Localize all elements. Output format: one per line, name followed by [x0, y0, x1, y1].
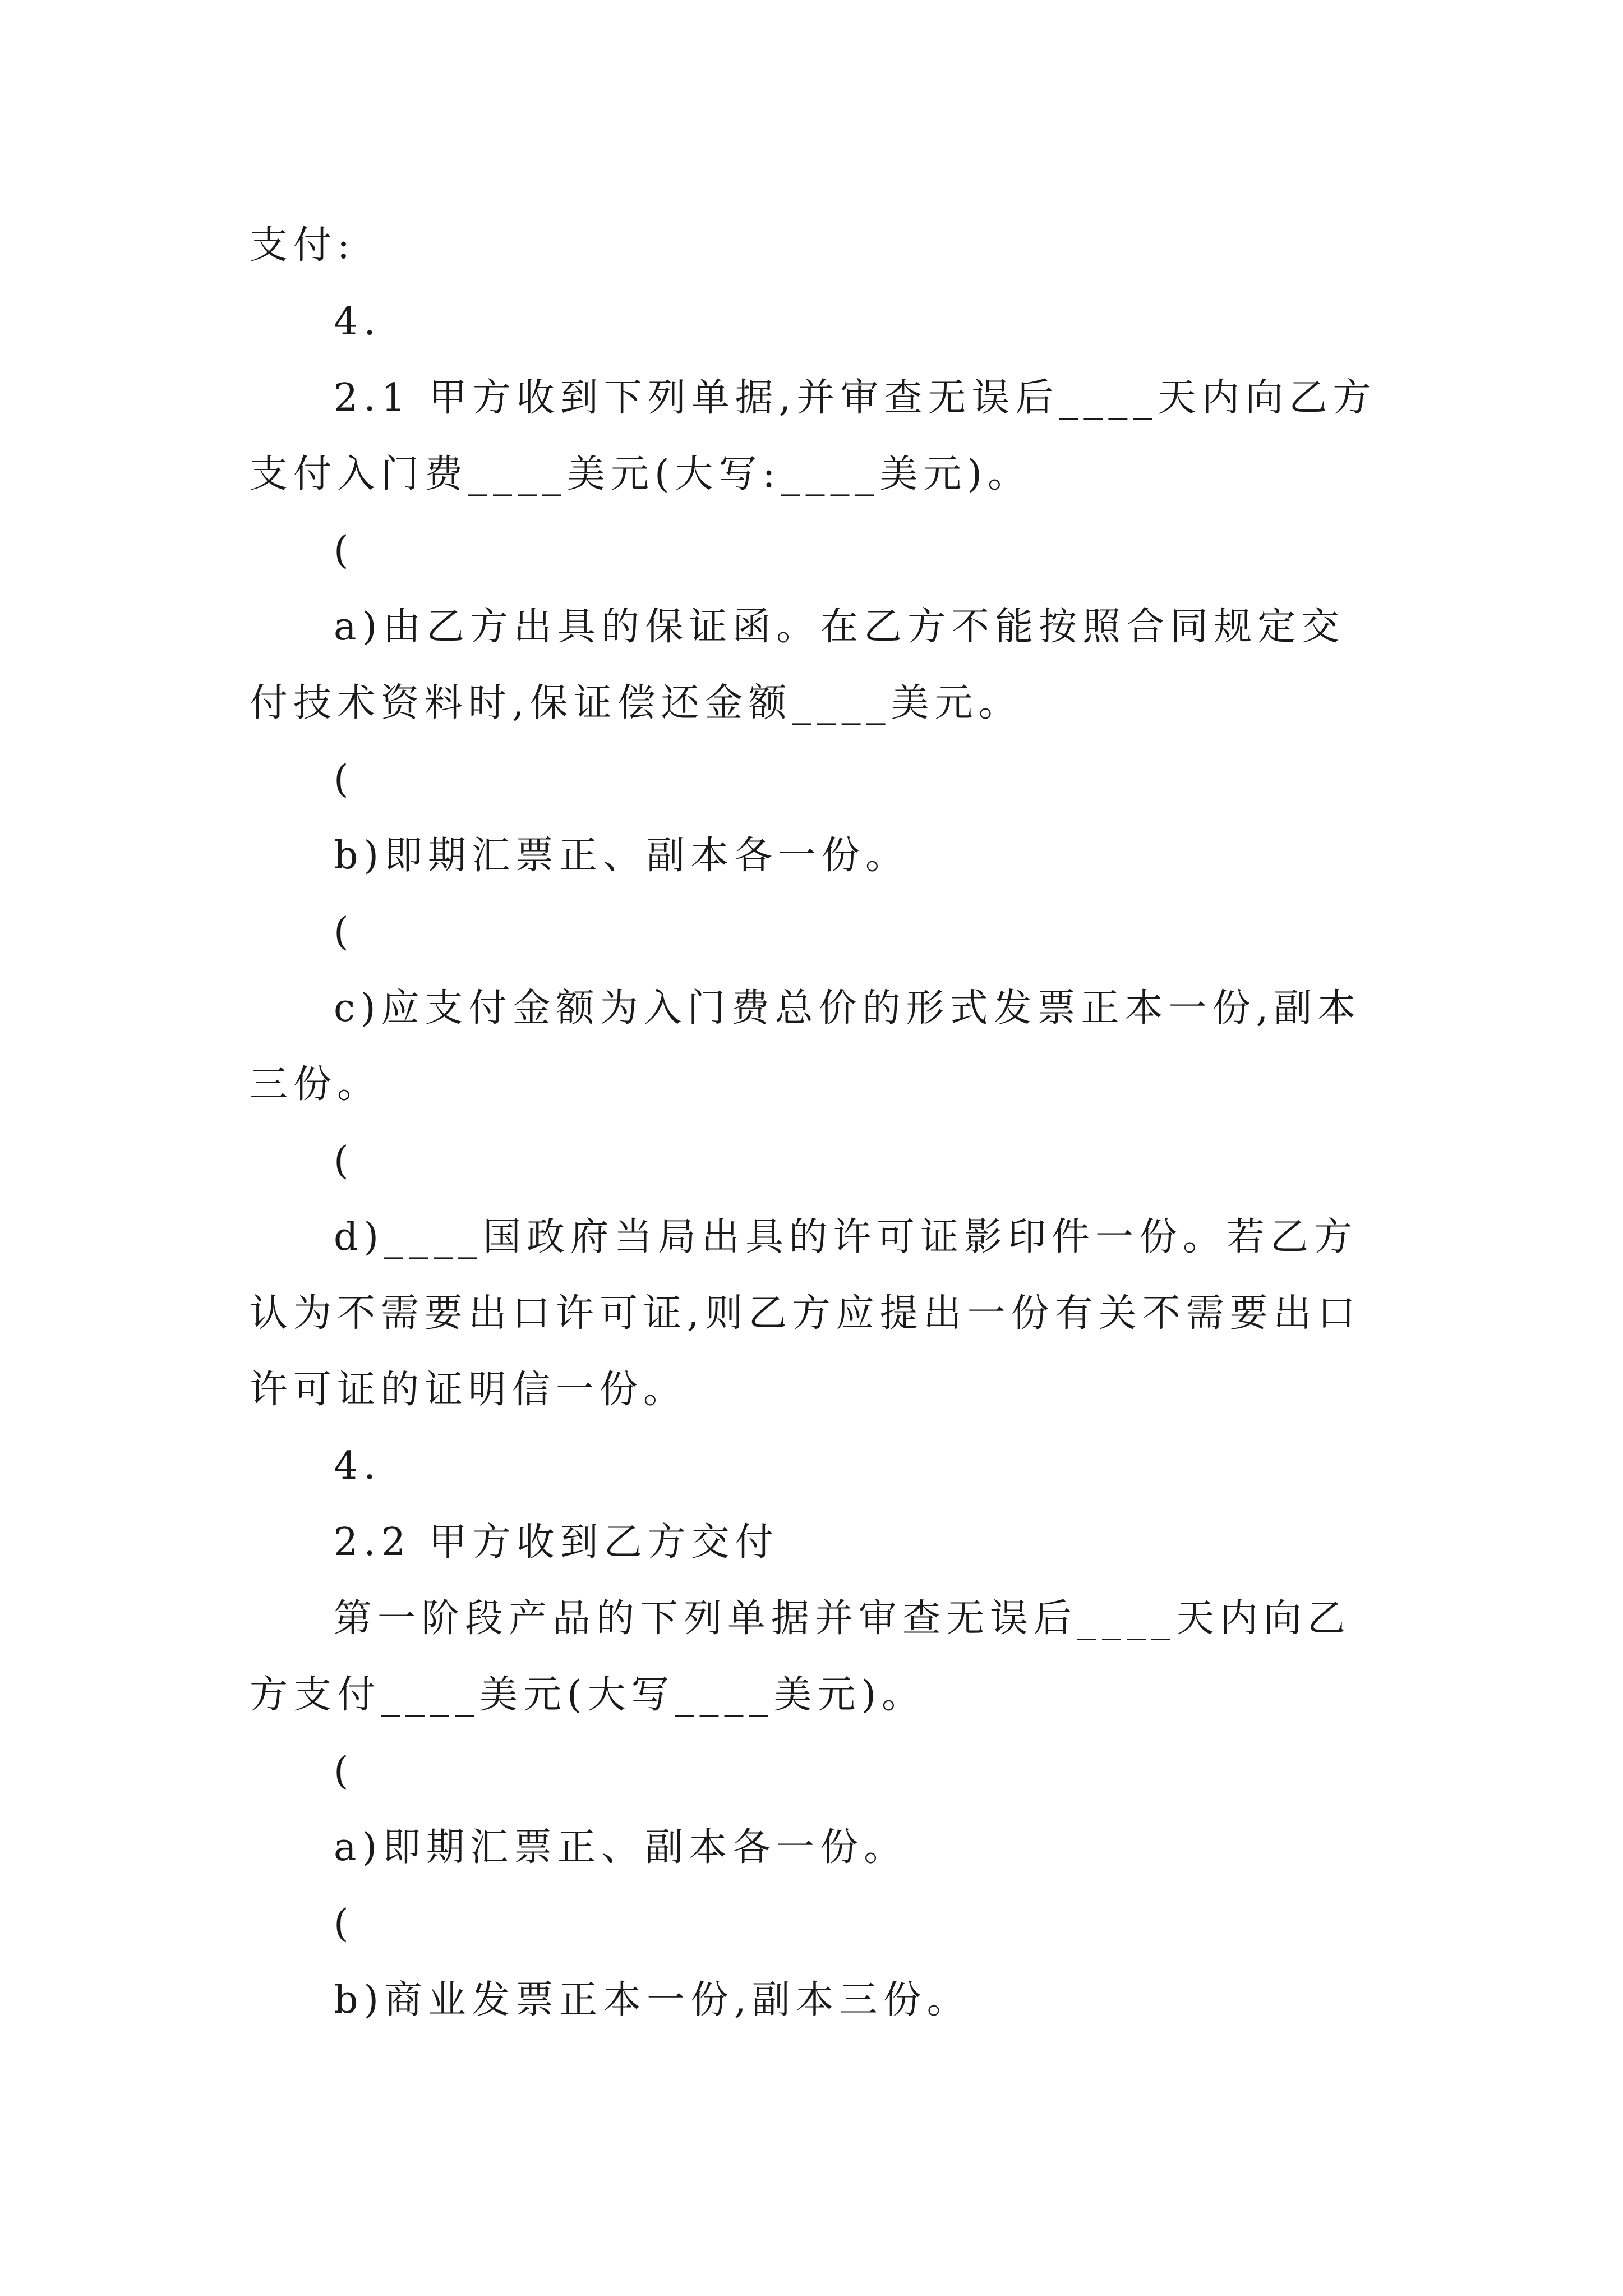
paragraph-16: a)即期汇票正、副本各一份。 [334, 1825, 908, 1870]
paragraph-6: ( [334, 757, 354, 802]
paragraph-11: d)____国政府当局出具的许可证影印件一份。若乙方认为不需要出口许可证,则乙方应提出一份有关不需要出口许可证的证明信一份。 [250, 1215, 1361, 1412]
paragraph-10: ( [334, 1139, 354, 1183]
paragraph-12: 4. [334, 1444, 381, 1488]
paragraph-7: b)即期汇票正、副本各一份。 [334, 834, 910, 878]
paragraph-1: 支付: [250, 223, 356, 268]
document-body [250, 208, 1388, 2039]
paragraph-18: b)商业发票正本一份,副本三份。 [334, 1978, 971, 2022]
paragraph-2: 4. [334, 300, 381, 344]
paragraph-3: 2.1 甲方收到下列单据,并审查无误后____天内向乙方支付入门费____美元(大写:____美元)。 [250, 376, 1377, 496]
paragraph-15: ( [334, 1749, 354, 1793]
paragraph-4: ( [334, 528, 354, 573]
paragraph-13: 2.2 甲方收到乙方交付 [334, 1520, 779, 1565]
paragraph-8: ( [334, 910, 354, 954]
paragraph-9: c)应支付金额为入门费总价的形式发票正本一份,副本三份。 [250, 986, 1362, 1107]
paragraph-5: a)由乙方出具的保证函。在乙方不能按照合同规定交付技术资料时,保证偿还金额____美元。 [250, 605, 1345, 725]
paragraph-14: 第一阶段产品的下列单据并审查无误后____天内向乙方支付____美元(大写____美元)。 [250, 1596, 1352, 1717]
paragraph-17: ( [334, 1902, 354, 1946]
